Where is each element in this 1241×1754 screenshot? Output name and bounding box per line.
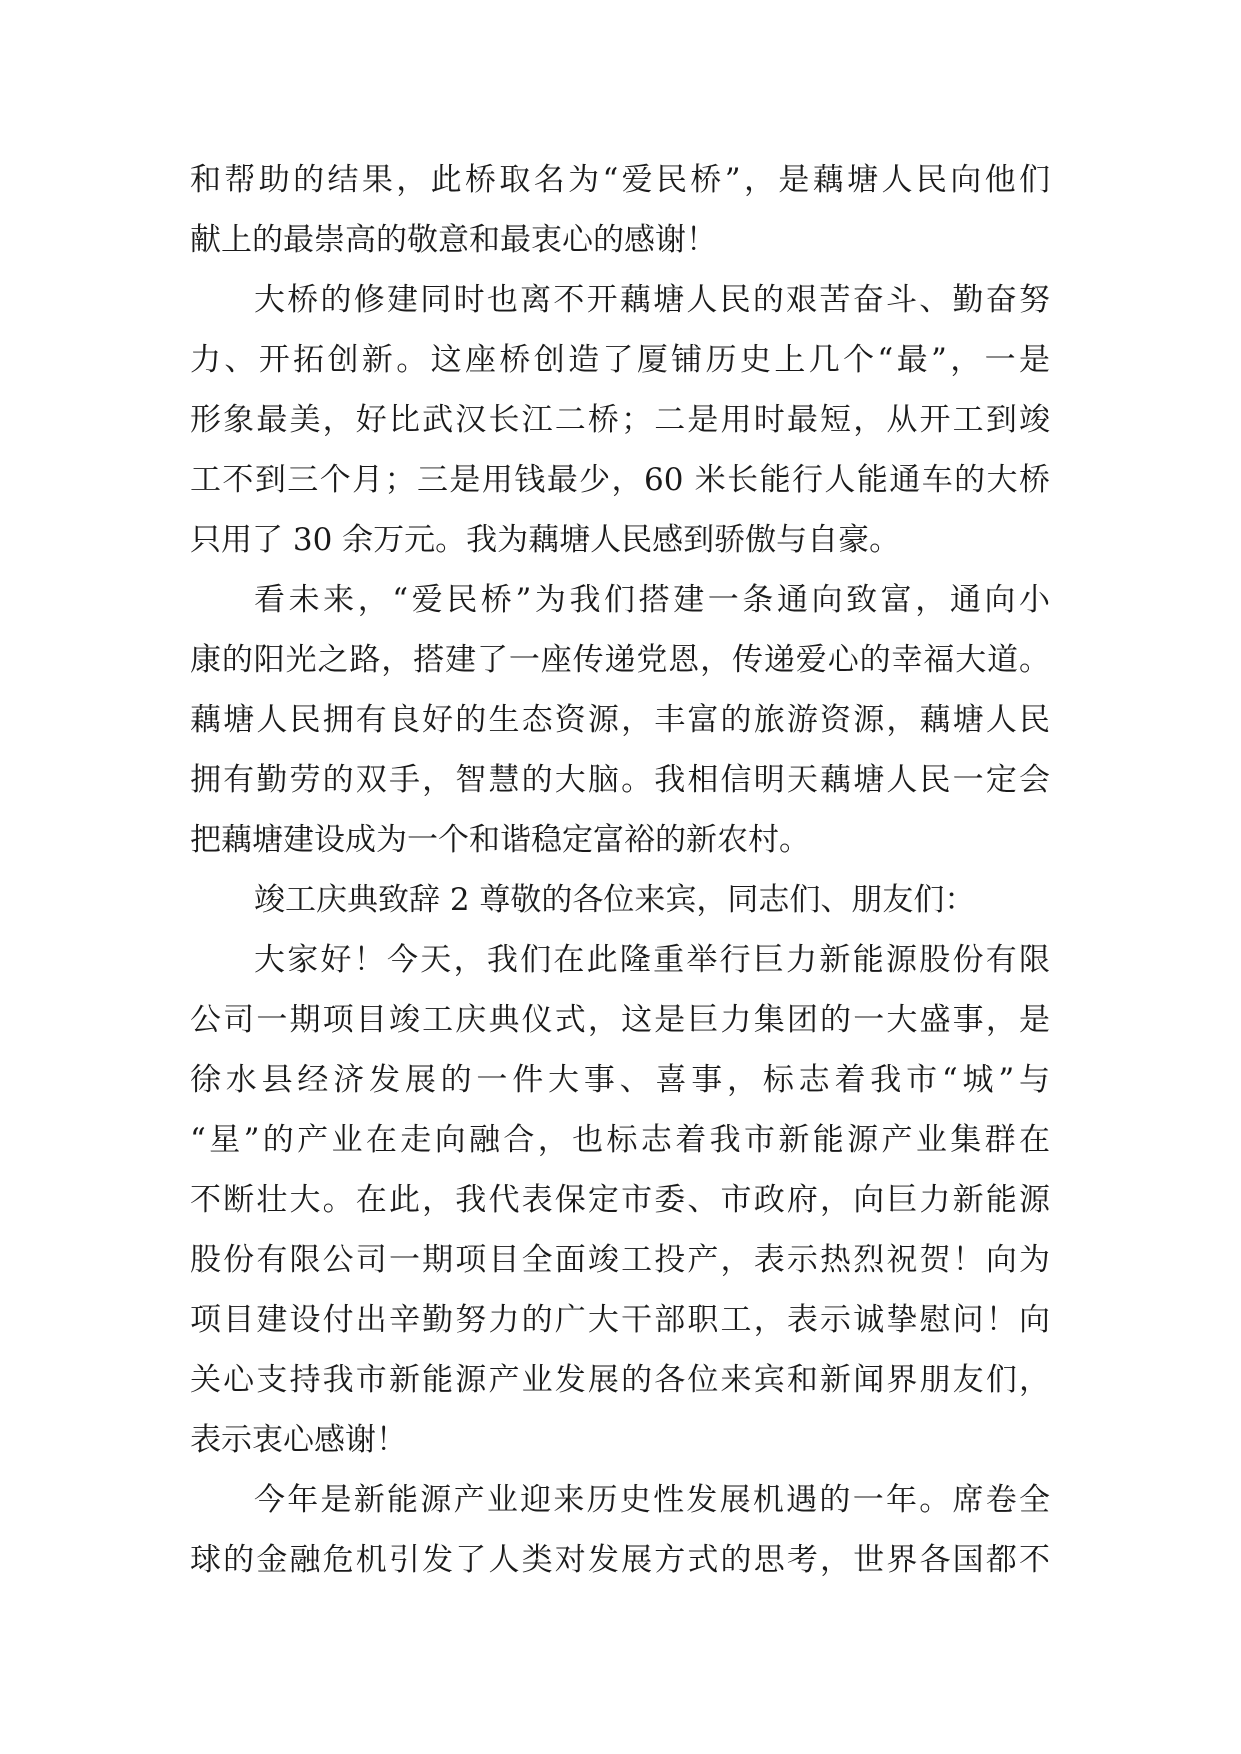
text-line: 形象最美，好比武汉长江二桥；二是用时最短，从开工到竣: [190, 402, 1050, 438]
paragraph-first-line: 看未来，“爱民桥”为我们搭建一条通向致富，通向小: [254, 582, 1050, 618]
text-line: 和帮助的结果，此桥取名为“爱民桥”，是藕塘人民向他们: [190, 162, 1050, 198]
text-line: 藕塘人民拥有良好的生态资源，丰富的旅游资源，藕塘人民: [190, 702, 1050, 738]
text-line: 康的阳光之路，搭建了一座传递党恩，传递爱心的幸福大道。: [190, 642, 1050, 678]
paragraph-first-line: 大桥的修建同时也离不开藕塘人民的艰苦奋斗、勤奋努: [254, 282, 1050, 318]
paragraph-first-line: 大家好！今天，我们在此隆重举行巨力新能源股份有限: [254, 942, 1050, 978]
text-line: 把藕塘建设成为一个和谐稳定富裕的新农村。: [190, 822, 810, 858]
text-line: 公司一期项目竣工庆典仪式，这是巨力集团的一大盛事，是: [190, 1002, 1050, 1038]
text-line: 工不到三个月；三是用钱最少，60 米长能行人能通车的大桥: [190, 462, 1050, 498]
text-line: 只用了 30 余万元。我为藕塘人民感到骄傲与自豪。: [190, 522, 901, 558]
section-heading-line: 竣工庆典致辞 2 尊敬的各位来宾，同志们、朋友们：: [254, 882, 976, 918]
body-text: [190, 150, 1050, 1590]
text-line: 关心支持我市新能源产业发展的各位来宾和新闻界朋友们，: [190, 1362, 1050, 1398]
text-line: 力、开拓创新。这座桥创造了厦铺历史上几个“最”，一是: [190, 342, 1050, 378]
text-line: “星”的产业在走向融合，也标志着我市新能源产业集群在: [190, 1122, 1050, 1158]
text-line: 球的金融危机引发了人类对发展方式的思考，世界各国都不: [190, 1542, 1050, 1578]
paragraph-first-line: 今年是新能源产业迎来历史性发展机遇的一年。席卷全: [254, 1482, 1050, 1518]
text-line: 徐水县经济发展的一件大事、喜事，标志着我市“城”与: [190, 1062, 1050, 1098]
text-line: 表示衷心感谢！: [190, 1422, 407, 1458]
text-line: 项目建设付出辛勤努力的广大干部职工，表示诚挚慰问！向: [190, 1302, 1050, 1338]
text-line: 不断壮大。在此，我代表保定市委、市政府，向巨力新能源: [190, 1182, 1050, 1218]
text-line: 股份有限公司一期项目全面竣工投产，表示热烈祝贺！向为: [190, 1242, 1050, 1278]
text-line: 献上的最崇高的敬意和最衷心的感谢！: [190, 222, 717, 258]
text-line: 拥有勤劳的双手，智慧的大脑。我相信明天藕塘人民一定会: [190, 762, 1050, 798]
